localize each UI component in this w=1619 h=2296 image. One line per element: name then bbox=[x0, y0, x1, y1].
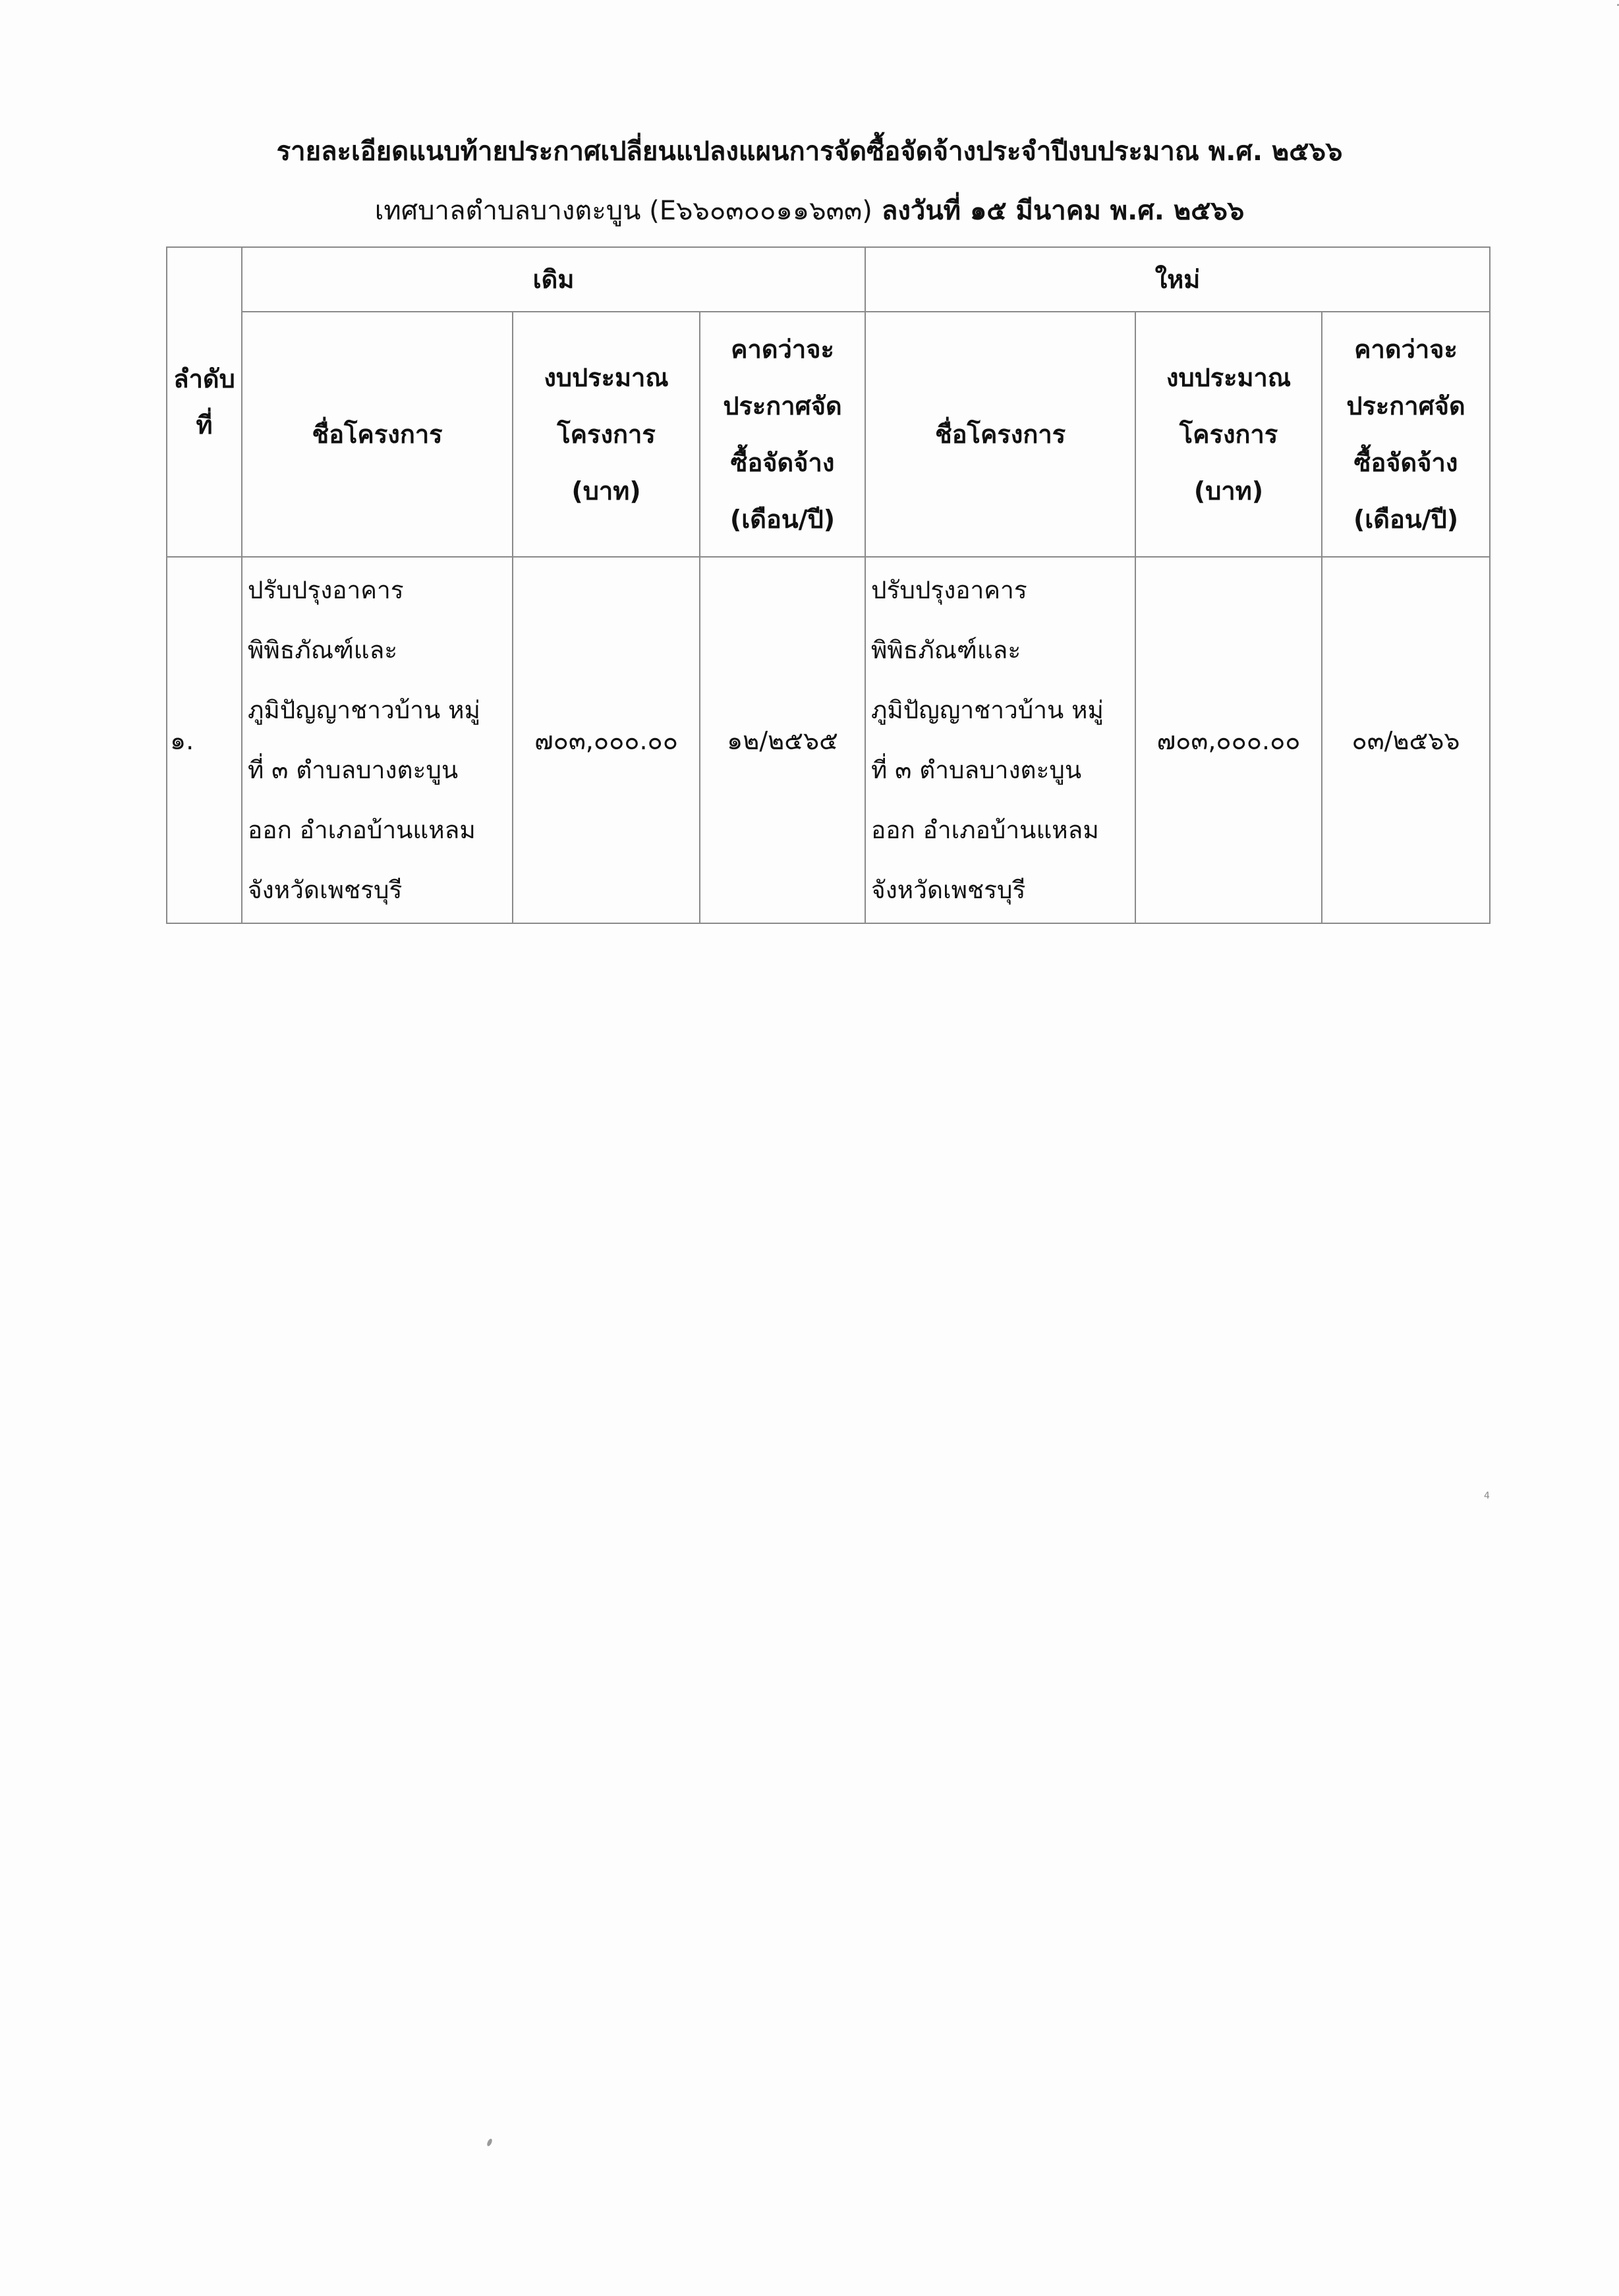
new-budget-header-l1: งบประมาณ bbox=[1166, 363, 1292, 392]
seq-header-line2: ที่ bbox=[196, 411, 213, 440]
document-title bbox=[0, 132, 1619, 171]
group-old-header: เดิม bbox=[242, 247, 865, 312]
old-name-line: ที่ ๓ ตำบลบางตะบูน bbox=[248, 756, 459, 784]
header-group-row bbox=[167, 247, 1490, 312]
title-line-1: รายละเอียดแนบท้ายประกาศเปลี่ยนแปลงแผนการจัดซื้อจัดจ้างประจำปีงบประมาณ พ.ศ. ๒๕๖๖ bbox=[276, 136, 1343, 167]
old-budget-header-l2: โครงการ bbox=[557, 420, 656, 449]
old-budget-header-l3: (บาท) bbox=[571, 476, 641, 505]
old-name-line: ออก อำเภอบ้านแหลม bbox=[248, 816, 476, 844]
new-name-line: ที่ ๓ ตำบลบางตะบูน bbox=[871, 756, 1082, 784]
new-budget-header-l2: โครงการ bbox=[1179, 420, 1278, 449]
new-expected-header bbox=[1322, 312, 1490, 557]
table-row bbox=[167, 557, 1490, 923]
group-new-header: ใหม่ bbox=[865, 247, 1490, 312]
new-name-line: ภูมิปัญญาชาวบ้าน หมู่ bbox=[871, 696, 1104, 724]
old-expected-header-l2: ประกาศจัด bbox=[723, 391, 842, 420]
old-expected-header bbox=[700, 312, 865, 557]
old-name-line: พิพิธภัณฑ์และ bbox=[248, 636, 398, 664]
page-mark: 4 bbox=[1484, 1491, 1490, 1501]
header-sub-row bbox=[167, 312, 1490, 557]
old-budget-header bbox=[513, 312, 700, 557]
agency-name: เทศบาลตำบลบางตะบูน (E๖๖๐๓๐๐๑๑๖๓๓) bbox=[374, 196, 872, 226]
old-project-name-header: ชื่อโครงการ bbox=[242, 312, 513, 557]
new-name-line: ออก อำเภอบ้านแหลม bbox=[871, 816, 1099, 844]
new-budget: ๗๐๓,๐๐๐.๐๐ bbox=[1135, 557, 1322, 923]
new-budget-header-l3: (บาท) bbox=[1193, 476, 1264, 505]
scan-speck bbox=[1617, 4, 1619, 7]
old-expected-header-l3: ซื้อจัดจ้าง bbox=[730, 448, 835, 477]
procurement-plan-table bbox=[166, 246, 1491, 924]
new-project-name-header: ชื่อโครงการ bbox=[865, 312, 1135, 557]
scan-speck bbox=[486, 2138, 494, 2146]
new-project-name bbox=[865, 557, 1135, 923]
old-project-name bbox=[242, 557, 513, 923]
new-name-line: จังหวัดเพชรบุรี bbox=[871, 876, 1026, 904]
old-name-line: จังหวัดเพชรบุรี bbox=[248, 876, 403, 904]
new-expected-header-l3: ซื้อจัดจ้าง bbox=[1353, 448, 1458, 477]
old-name-line: ปรับปรุงอาคาร bbox=[248, 576, 404, 604]
new-expected-date: ๐๓/๒๕๖๖ bbox=[1322, 557, 1490, 923]
new-expected-header-l4: (เดือน/ปี) bbox=[1353, 505, 1459, 534]
new-expected-header-l2: ประกาศจัด bbox=[1346, 391, 1465, 420]
document-subtitle bbox=[0, 191, 1619, 231]
old-expected-header-l1: คาดว่าจะ bbox=[731, 335, 834, 364]
new-name-line: ปรับปรุงอาคาร bbox=[871, 576, 1027, 604]
row-seq: ๑. bbox=[167, 557, 242, 923]
old-budget-header-l1: งบประมาณ bbox=[544, 363, 669, 392]
new-budget-header bbox=[1135, 312, 1322, 557]
old-expected-header-l4: (เดือน/ปี) bbox=[729, 505, 836, 534]
seq-header bbox=[167, 247, 242, 557]
announcement-date: ลงวันที่ ๑๕ มีนาคม พ.ศ. ๒๕๖๖ bbox=[881, 196, 1245, 226]
old-budget: ๗๐๓,๐๐๐.๐๐ bbox=[513, 557, 700, 923]
seq-header-line1: ลำดับ bbox=[173, 364, 235, 393]
new-name-line: พิพิธภัณฑ์และ bbox=[871, 636, 1021, 664]
old-name-line: ภูมิปัญญาชาวบ้าน หมู่ bbox=[248, 696, 480, 724]
new-expected-header-l1: คาดว่าจะ bbox=[1354, 335, 1458, 364]
old-expected-date: ๑๒/๒๕๖๕ bbox=[700, 557, 865, 923]
